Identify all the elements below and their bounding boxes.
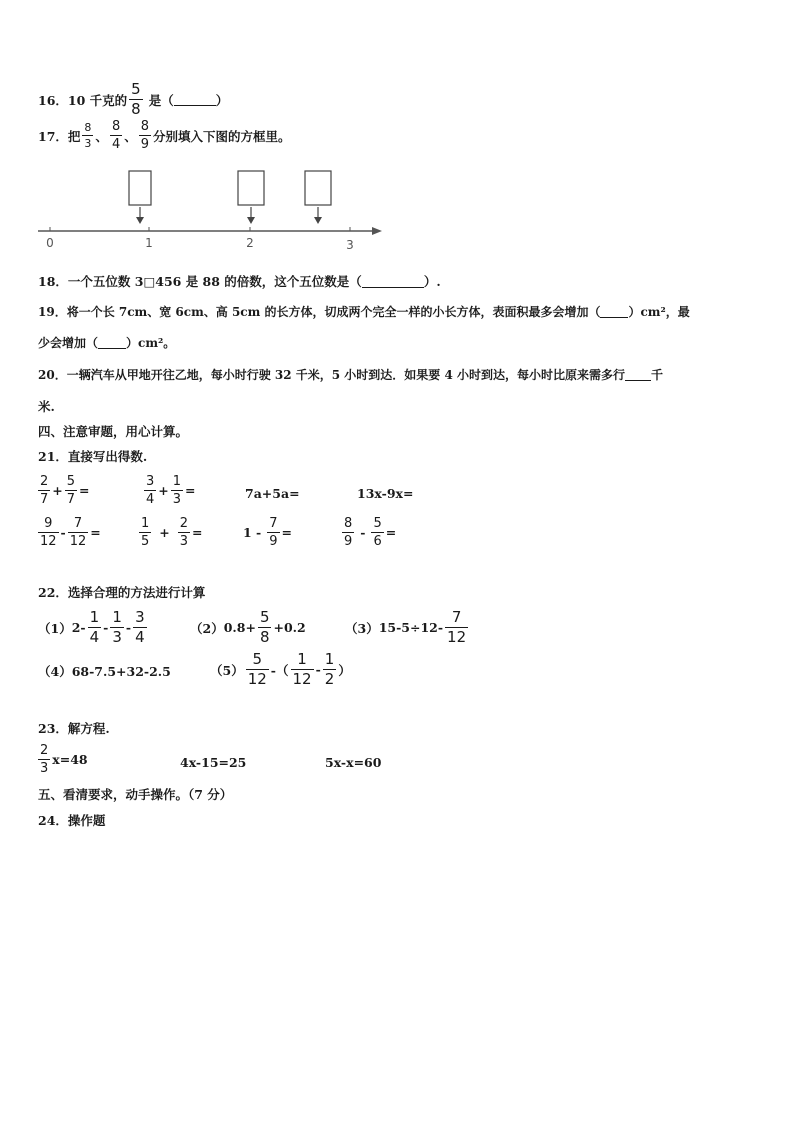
q19-text-1: 将一个长 7cm、宽 6cm、高 5cm 的长方体，切成两个完全一样的小长方体，表面积最多会增加（ — [66, 305, 601, 319]
fraction-denominator: 4 — [89, 628, 100, 646]
fraction-denominator: 12 — [292, 670, 312, 688]
math-text: - — [360, 525, 366, 540]
fraction-denominator: 6 — [373, 534, 382, 549]
fraction-numerator: 8 — [344, 516, 353, 531]
q21-item-1b — [142, 475, 196, 506]
q19-text-4: ）cm²。 — [126, 336, 176, 350]
q19-answer-blank-1[interactable] — [600, 305, 628, 318]
math-text: - — [103, 620, 109, 635]
question-19-line-2 — [38, 334, 175, 351]
q17-number: 17． — [38, 128, 68, 144]
q20-number: 20． — [38, 368, 67, 382]
fraction-denominator: 9 — [140, 137, 150, 152]
fraction-numerator: 5 — [252, 650, 263, 668]
fraction — [246, 652, 269, 687]
q20-answer-blank[interactable] — [625, 368, 651, 381]
q21-item-2a — [36, 517, 101, 548]
fraction-numerator: 1 — [112, 608, 122, 626]
fraction-numerator: 9 — [44, 516, 53, 531]
fraction-numerator: 2 — [40, 474, 49, 489]
fraction-denominator: 12 — [40, 534, 57, 549]
q21-title: 直接写出得数. — [67, 449, 148, 464]
q22-problem-3 — [345, 610, 470, 645]
math-text: + — [158, 483, 169, 498]
math-text: （5） — [210, 662, 244, 678]
section-4-heading: 四、注意审题，用心计算。 — [38, 424, 189, 439]
math-text: （4） — [38, 664, 72, 679]
math-text: - — [60, 525, 66, 540]
q17-fraction-2 — [110, 120, 122, 151]
q18-number: 18． — [38, 274, 68, 289]
fraction-denominator: 7 — [66, 492, 76, 507]
q18-answer-blank[interactable] — [362, 275, 424, 288]
q17-fraction-1 — [82, 122, 93, 149]
q22-problem-1 — [38, 610, 149, 645]
fraction-numerator: 5 — [66, 474, 76, 489]
fraction-denominator: 3 — [112, 628, 122, 646]
math-text: = — [385, 525, 397, 540]
fraction-numerator: 2 — [40, 743, 49, 758]
q24-number: 24． — [38, 813, 68, 828]
fraction-denominator: 4 — [146, 492, 155, 507]
fraction-denominator: 3 — [172, 492, 182, 507]
q22-problem-5 — [210, 652, 351, 687]
q16-post: 是（ — [148, 92, 174, 108]
fraction — [110, 610, 124, 645]
q19-answer-blank-2[interactable] — [98, 336, 126, 349]
fraction-denominator: 3 — [84, 137, 92, 150]
fraction-numerator: 5 — [131, 80, 141, 98]
fraction-numerator: 3 — [146, 474, 155, 489]
question-20-line-1 — [38, 366, 663, 383]
math-text: 68-7.5+32-2.5 — [71, 663, 171, 679]
fraction-numerator: 8 — [140, 119, 150, 134]
q21-item-1c: 7a+5a= — [245, 486, 300, 501]
fraction — [38, 517, 59, 548]
q21-item-1a — [36, 475, 90, 506]
q21-item-2d — [340, 517, 396, 548]
fraction — [258, 610, 272, 645]
fraction-denominator: 9 — [344, 534, 353, 549]
q17-separator: 、 — [95, 128, 108, 144]
math-text: = — [281, 525, 293, 540]
fraction-denominator: 2 — [324, 670, 335, 688]
math-text: x=48 — [52, 752, 88, 767]
math-text: + — [52, 483, 63, 498]
math-text: （2） — [190, 620, 224, 636]
question-21 — [38, 447, 147, 465]
question-24 — [38, 811, 105, 829]
math-text: （1） — [38, 620, 72, 636]
q17-fraction-3 — [139, 120, 151, 151]
q22-number: 22． — [38, 585, 68, 600]
fraction-numerator: 5 — [373, 516, 382, 531]
fraction — [323, 652, 337, 687]
math-text: 0.8+ — [223, 620, 256, 635]
q21-item-2b — [137, 517, 203, 548]
q20-text-end: 千 — [651, 368, 664, 382]
fraction-denominator: 5 — [141, 534, 150, 549]
fraction-denominator: 9 — [269, 534, 278, 549]
q23-equation-3: 5x-x=60 — [325, 755, 382, 770]
q16-number: 16． — [38, 92, 68, 108]
fraction — [133, 610, 147, 645]
fraction-denominator: 12 — [447, 628, 467, 646]
math-text: +0.2 — [273, 620, 306, 635]
fraction — [65, 475, 77, 506]
math-text: （3） — [345, 620, 379, 636]
math-text: 2- — [71, 620, 86, 635]
fraction-numerator: 1 — [172, 474, 182, 489]
answer-box-2[interactable] — [238, 171, 264, 205]
fraction — [291, 652, 314, 687]
fraction-numerator: 3 — [135, 608, 145, 626]
fraction-numerator: 7 — [451, 608, 462, 626]
fraction-denominator: 8 — [259, 628, 270, 646]
fraction-denominator: 12 — [69, 534, 87, 549]
axis-label-0: 0 — [46, 236, 54, 250]
q17-prefix: 把 — [67, 128, 81, 144]
q22-title: 选择合理的方法进行计算 — [67, 585, 206, 600]
fraction — [371, 517, 383, 548]
q19-text-2: ）cm²，最 — [628, 305, 690, 319]
number-line-figure — [36, 165, 386, 255]
fraction-denominator: 8 — [131, 100, 141, 118]
question-18 — [38, 272, 441, 290]
fraction — [342, 517, 354, 548]
fraction-numerator: 8 — [84, 121, 92, 134]
q17-separator: 、 — [124, 128, 137, 144]
fraction — [38, 744, 50, 775]
question-23 — [38, 719, 110, 737]
math-text: = — [192, 525, 203, 540]
fraction — [88, 610, 102, 645]
q22-problem-4 — [38, 662, 171, 680]
q21-number: 21． — [38, 449, 68, 464]
fraction-numerator: 1 — [141, 516, 150, 531]
math-text: - — [125, 620, 132, 635]
math-text: -（ — [270, 662, 289, 678]
fraction — [38, 475, 50, 506]
axis-label-1: 1 — [145, 236, 153, 250]
math-text: = — [90, 525, 101, 540]
question-16 — [38, 82, 228, 117]
q16-end: ） — [215, 92, 229, 108]
axis-arrowhead — [372, 227, 382, 235]
q16-answer-blank[interactable] — [174, 93, 216, 106]
question-19-line-1 — [38, 303, 690, 320]
math-text: 15-5÷12- — [378, 620, 444, 635]
math-text: = — [185, 483, 196, 498]
fraction-numerator: 8 — [111, 119, 121, 134]
math-text: 1 - — [243, 525, 262, 540]
q20-text: 一辆汽车从甲地开往乙地，每小时行驶 32 千米，5 小时到达．如果要 4 小时到达，每小时比原来需多行 — [66, 368, 625, 382]
answer-box-3[interactable] — [305, 171, 331, 205]
fraction-denominator: 3 — [40, 761, 49, 776]
math-text: + — [159, 525, 170, 540]
q18-text: 一个五位数 3□456 是 88 的倍数，这个五位数是（ — [67, 274, 362, 289]
fraction-numerator: 7 — [269, 516, 278, 531]
math-text: - — [315, 662, 321, 677]
question-22 — [38, 583, 205, 601]
q23-equation-2: 4x-15=25 — [180, 755, 247, 770]
q18-end: ）. — [423, 274, 441, 289]
q23-number: 23． — [38, 721, 68, 736]
q22-problem-2 — [190, 610, 306, 645]
answer-box-1[interactable] — [129, 171, 151, 205]
q24-title: 操作题 — [67, 813, 106, 828]
q17-post: 分别填入下图的方框里。 — [153, 128, 291, 144]
q21-item-1d: 13x-9x= — [357, 486, 414, 501]
q16-prefix: 10 千克的 — [67, 92, 128, 108]
fraction — [139, 517, 151, 548]
fraction — [68, 517, 89, 548]
q19-number: 19． — [38, 305, 67, 319]
fraction-denominator: 3 — [179, 534, 189, 549]
axis-label-3: 3 — [346, 238, 354, 252]
fraction-denominator: 12 — [247, 670, 267, 688]
math-text: ） — [338, 662, 351, 678]
q23-equation-1 — [36, 744, 88, 775]
fraction — [445, 610, 468, 645]
fraction-numerator: 1 — [297, 650, 307, 668]
fraction-numerator: 2 — [179, 516, 189, 531]
fraction-denominator: 4 — [111, 137, 121, 152]
q21-item-2c — [243, 517, 292, 548]
math-text: = — [79, 483, 90, 498]
fraction-numerator: 1 — [324, 650, 335, 668]
fraction — [171, 475, 183, 506]
fraction — [144, 475, 156, 506]
q23-title: 解方程. — [67, 721, 110, 736]
section-5-heading: 五、看清要求，动手操作。（7 分） — [38, 787, 233, 802]
q16-fraction — [129, 82, 143, 117]
fraction — [267, 517, 279, 548]
question-17 — [38, 120, 291, 151]
fraction-numerator: 5 — [259, 608, 270, 626]
fraction-denominator: 7 — [40, 492, 49, 507]
fraction-numerator: 1 — [89, 608, 100, 626]
fraction — [178, 517, 190, 548]
q19-text-3: 少会增加（ — [38, 336, 99, 350]
fraction-numerator: 7 — [73, 516, 83, 531]
fraction-denominator: 4 — [135, 628, 145, 646]
axis-label-2: 2 — [246, 236, 254, 250]
question-20-line-2: 米. — [38, 399, 55, 414]
